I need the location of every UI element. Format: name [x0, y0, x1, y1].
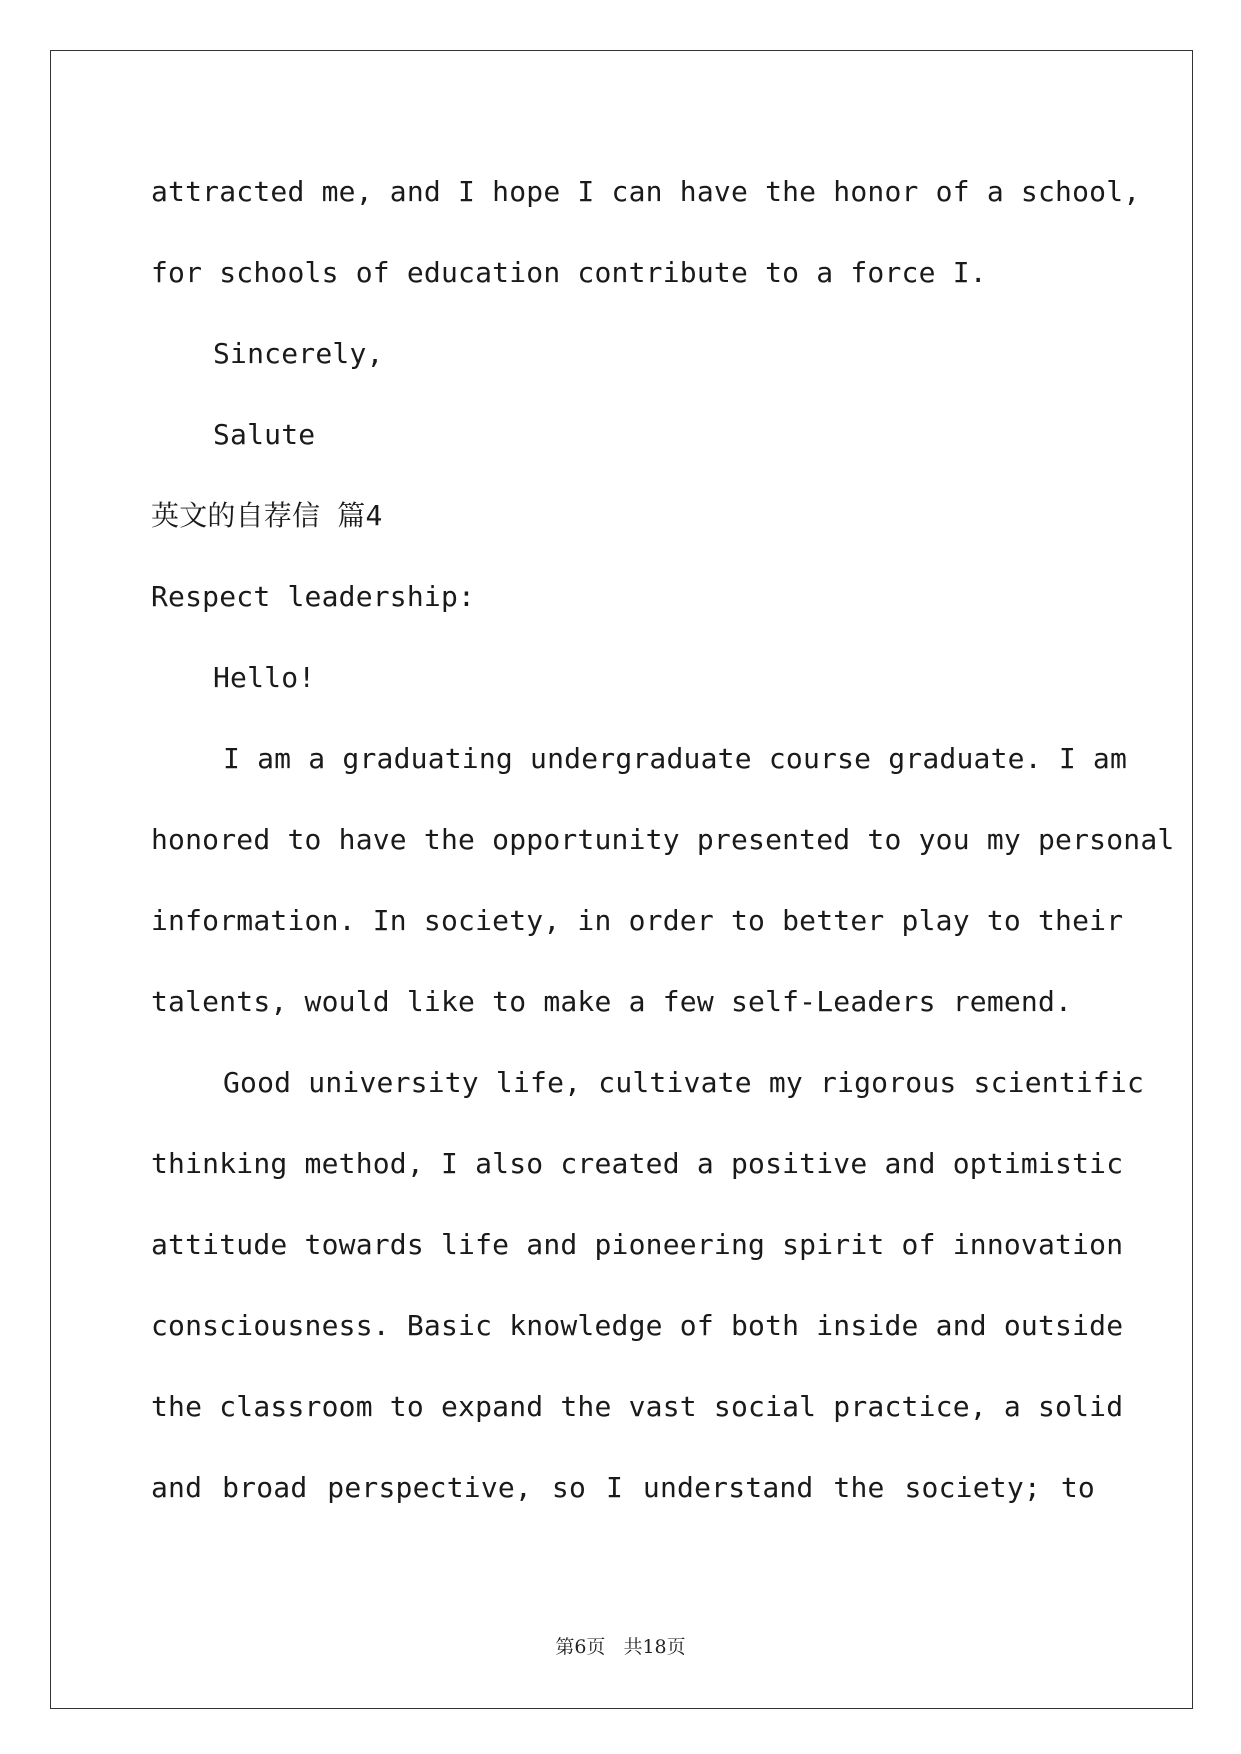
page-border: [50, 50, 1193, 1709]
signature-line: Salute: [213, 418, 316, 451]
body-line: attitude towards life and pioneering spirit of innovation: [151, 1228, 1124, 1261]
body-line: information. In society, in order to better play to their: [151, 904, 1124, 937]
current-page-number: 第6页: [555, 1636, 606, 1658]
closing-line: Sincerely,: [213, 337, 384, 370]
greeting-line: Hello!: [213, 661, 316, 694]
body-line: talents, would like to make a few self-Leaders remend.: [151, 985, 1073, 1018]
body-line: and broad perspective, so I understand the society; to: [151, 1471, 1095, 1504]
body-line: I am a graduating undergraduate course graduate. I am: [223, 742, 1128, 775]
body-line: honored to have the opportunity presented to you my personal: [151, 823, 1175, 856]
section-heading: 英文的自荐信 篇4: [151, 499, 383, 532]
body-line: attracted me, and I hope I can have the honor of a school,: [151, 175, 1141, 208]
salutation-line: Respect leadership:: [151, 580, 476, 613]
page-footer: [0, 1632, 1241, 1659]
total-page-count: 共18页: [623, 1636, 686, 1658]
body-line: the classroom to expand the vast social practice, a solid: [151, 1390, 1124, 1423]
body-line: Good university life, cultivate my rigorous scientific: [223, 1066, 1145, 1099]
body-line: consciousness. Basic knowledge of both inside and outside: [151, 1309, 1124, 1342]
body-line: for schools of education contribute to a force I.: [151, 256, 987, 289]
body-line: thinking method, I also created a positive and optimistic: [151, 1147, 1124, 1180]
